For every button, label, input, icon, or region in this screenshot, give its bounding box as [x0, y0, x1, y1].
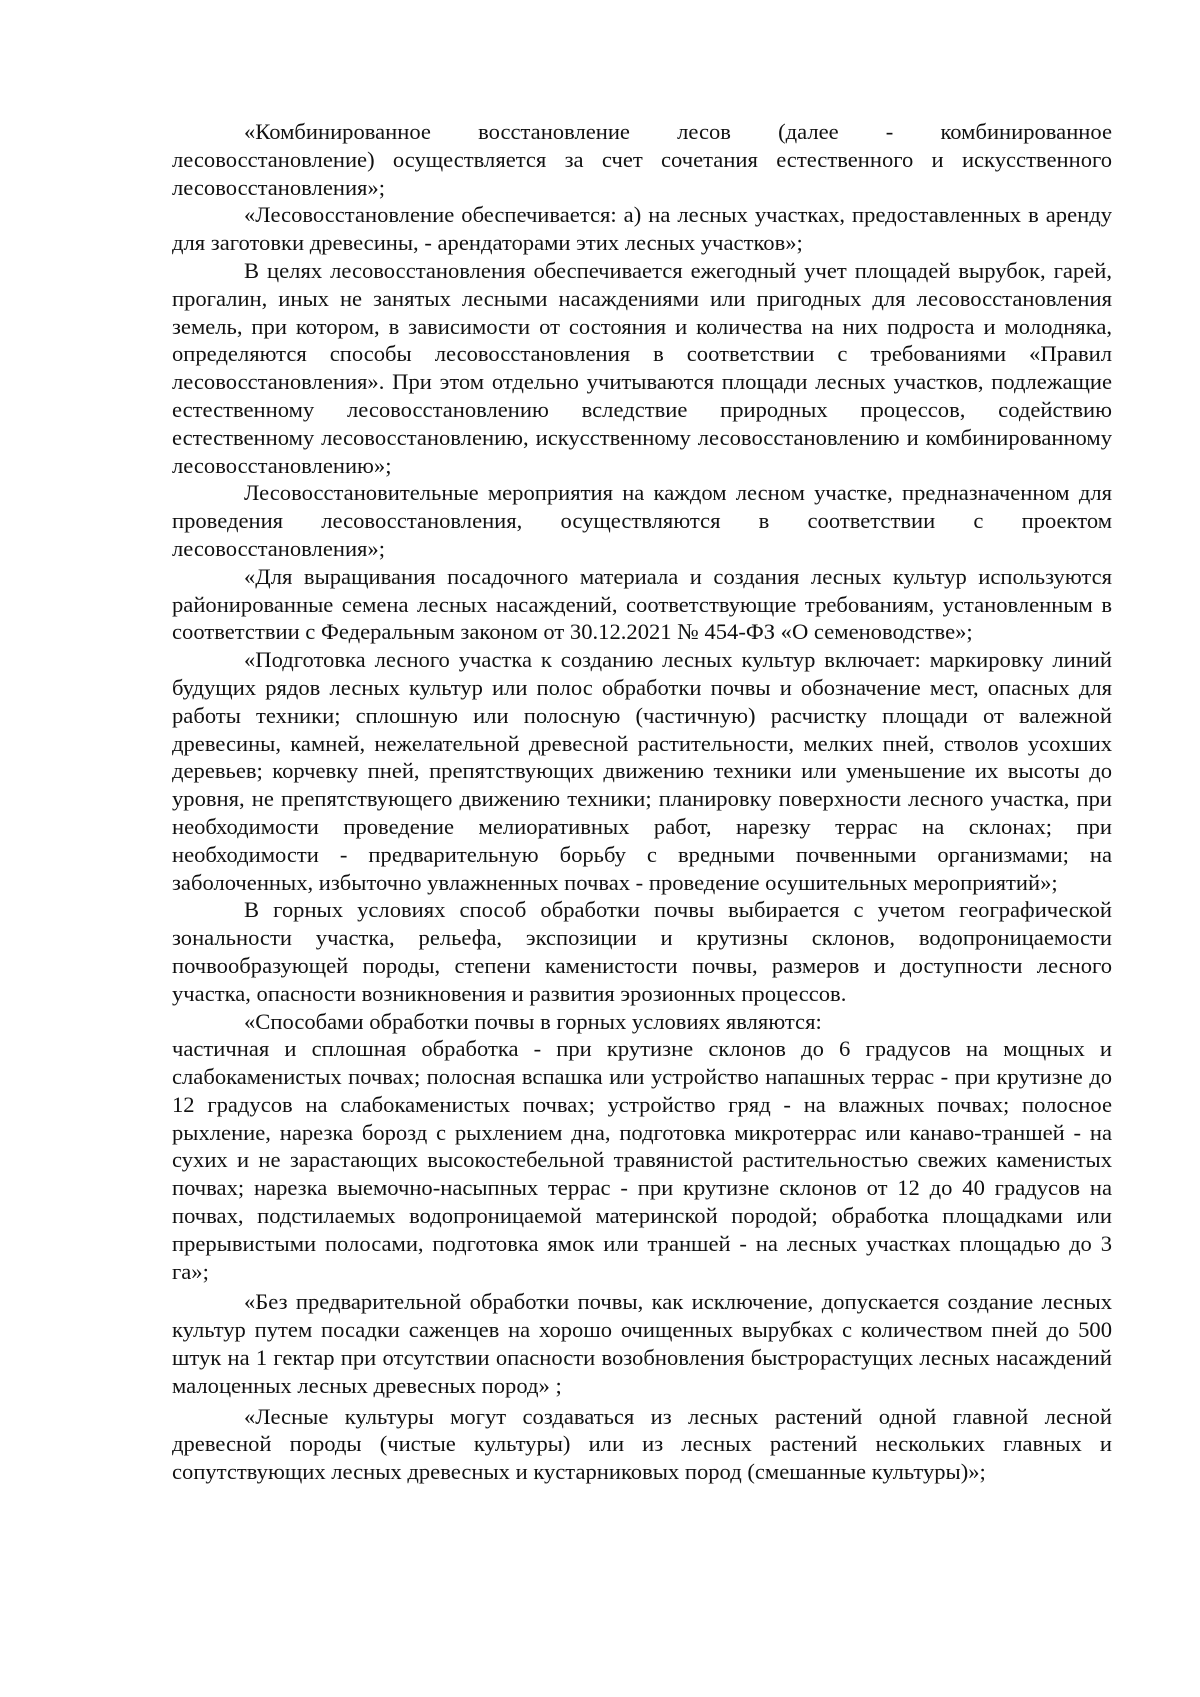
- document-body: [172, 118, 1112, 1486]
- paragraph-combined-reforestation: «Комбинированное восстановление лесов (далее - комбинированное лесовосстановление) осуществляется за счет сочетания естественного и искусственного лесовосстановления»;: [172, 119, 1112, 200]
- paragraph-soil-methods-heading: «Способами обработки почвы в горных условиях являются:: [244, 1008, 822, 1034]
- paragraph-reforestation-measures: Лесовосстановительные мероприятия на каждом лесном участке, предназначенном для проведения лесовосстановления, осуществляются в соответствии с проектом лесовосстановления»;: [172, 480, 1112, 561]
- paragraph-forest-cultures: «Лесные культуры могут создаваться из лесных растений одной главной лесной древесной породы (чистые культуры) или из лесных растений нескольких главных и сопутствующих лесных древесных и кустарниковых пород (смешанные культуры)»;: [172, 1403, 1112, 1485]
- paragraph-annual-accounting: В целях лесовосстановления обеспечивается ежегодный учет площадей вырубок, гарей, прогалин, иных не занятых лесными насаждениями или пригодных для лесовосстановления земель, при котором, в зависимости от состояния и количества на них подроста и молодняка, определяются способы лесовосстановления в соответствии с требованиями «Правил лесовосстановления». При этом отдельно учитываются площади лесных участков, подлежащие естественному лесовосстановлению вследствие природных процессов, содействию естественному лесовосстановлению, искусственному лесовосстановлению и комбинированному лесовосстановлению»;: [172, 257, 1112, 478]
- paragraph-reforestation-provision: «Лесовосстановление обеспечивается: а) на лесных участках, предоставленных в аренду для заготовки древесины, - арендаторами этих лесных участков»;: [172, 202, 1112, 256]
- paragraph-site-preparation: «Подготовка лесного участка к созданию лесных культур включает: маркировку линий будущих рядов лесных культур или полос обработки почвы и обозначение мест, опасных для работы техники; сплошную или полосную (частичную) расчистку площади от валежной древесины, камней, нежелательной древесной растительности, мелких пней, стволов усохших деревьев; корчевку пней, препятствующих движению техники или уменьшение их высоты до уровня, не препятствующего движению техники; планировку поверхности лесного участка, при необходимости проведение мелиоративных работ, нарезку террас на склонах; при необходимости - предварительную борьбу с вредными почвенными организмами; на заболоченных, избыточно увлажненных почвах - проведение осушительных мероприятий»;: [172, 647, 1112, 895]
- paragraph-mountain-conditions: В горных условиях способ обработки почвы выбирается с учетом географической зональности участка, рельефа, экспозиции и крутизны склонов, водопроницаемости почвообразующей породы, степени каменистости почвы, размеров и доступности лесного участка, опасности возникновения и развития эрозионных процессов.: [172, 897, 1112, 1006]
- paragraph-no-pretreatment: «Без предварительной обработки почвы, как исключение, допускается создание лесных культур путем посадки саженцев на хорошо очищенных вырубках с количеством пней до 500 штук на 1 гектар при отсутствии опасности возобновления быстрорастущих лесных насаждений малоценных лесных древесных пород» ;: [172, 1289, 1112, 1398]
- paragraph-soil-methods-list: частичная и сплошная обработка - при крутизне склонов до 6 градусов на мощных и слабокаменистых почвах; полосная вспашка или устройство напашных террас - при крутизне до 12 градусов на слабокаменистых почвах; устройство гряд - на влажных почвах; полосное рыхление, нарезка борозд с рыхлением дна, подготовка микротеррас или канаво-траншей - на сухих и не зарастающих высокостебельной травянистой растительностью свежих каменистых почвах; нарезка выемочно-насыпных террас - при крутизне склонов от 12 до 40 градусов на почвах, подстилаемых водопроницаемой материнской породой; обработка площадками или прерывистыми полосами, подготовка ямок или траншей - на лесных участках площадью до 3 га»;: [172, 1036, 1112, 1284]
- paragraph-planting-material: «Для выращивания посадочного материала и создания лесных культур используются районированные семена лесных насаждений, соответствующие требованиям, установленным в соответствии с Федеральным законом от 30.12.2021 № 454-ФЗ «О семеноводстве»;: [172, 563, 1112, 645]
